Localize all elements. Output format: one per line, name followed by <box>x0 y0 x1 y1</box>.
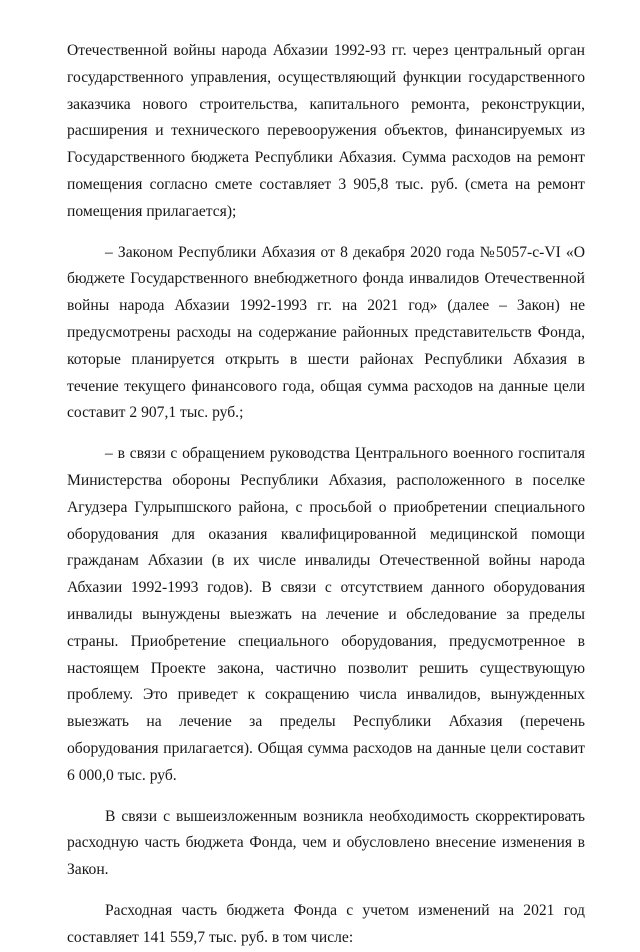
paragraph-conclusion: В связи с вышеизложенным возникла необходимость скорректировать расходную часть бюджета Фонда, чем и обусловлено внесение изменения в Закон. <box>67 807 585 879</box>
paragraph-expenditure-total: Расходная часть бюджета Фонда с учетом изменений на 2021 год составляет 141 559,7 тыс. руб. в том числе: <box>67 901 585 946</box>
paragraph-gap <box>67 884 585 898</box>
paragraph-hospital-equipment: – в связи с обращением руководства Центрального военного госпиталя Министерства обороны Республики Абхазия, расположенного в поселке Агудзера Гулрыпшского района, с просьбой о приобретении специального оборудования для оказания квалифицированной медицинской помощи гражданам Абхазии (в их числе инвалиды Отечественной войны народа Абхазии 1992-1993 годов). В связи с отсутствием данного оборудования инвалиды вынуждены выезжать на лечение и обследование за пределы страны. Приобретение специального оборудования, предусмотренное в настоящем Проекте закона, частично позволит решить существующую проблему. Это приведет к сокращению числа инвалидов, вынужденных выезжать на лечение за пределы Республики Абхазия (перечень оборудования прилагается). Общая сумма расходов на данные цели составит 6 000,0 тыс. руб. <box>67 445 585 784</box>
paragraph-gap <box>67 427 585 441</box>
paragraph-continuation: Отечественной войны народа Абхазии 1992-93 гг. через центральный орган государственного управления, осуществляющий функции государственного заказчика нового строительства, капитального ремонта, реконструкции, расширения и технического перевооружения объектов, финансируемых из Государственного бюджета Республики Абхазия. Сумма расходов на ремонт помещения согласно смете составляет 3 905,8 тыс. руб. (смета на ремонт помещения прилагается); <box>67 42 585 220</box>
paragraph-law-representations: – Законом Республики Абхазия от 8 декабря 2020 года №5057-с-VI «О бюджете Государственного внебюджетного фонда инвалидов Отечественной войны народа Абхазии 1992-1993 гг. на 2021 год» (далее – Закон) не предусмотрены расходы на содержание районных представительств Фонда, которые планируется открыть в шести районах Республики Абхазия в течение текущего финансового года, общая сумма расходов на данные цели составит 2 907,1 тыс. руб.; <box>67 243 585 422</box>
paragraph-gap <box>67 790 585 804</box>
paragraph-gap <box>67 226 585 240</box>
